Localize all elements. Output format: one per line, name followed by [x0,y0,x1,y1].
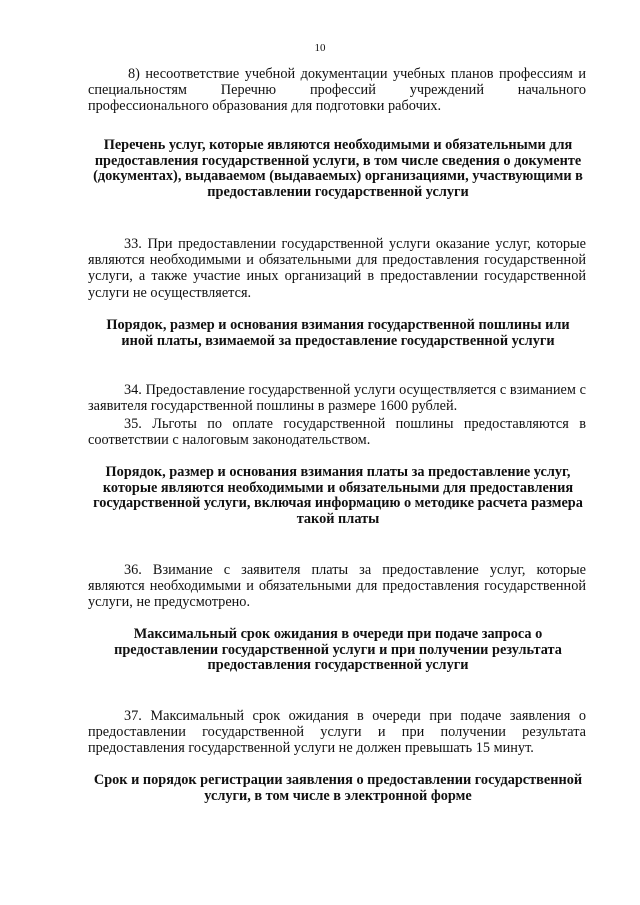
paragraph-item-37: 37. Максимальный срок ожидания в очереди при подаче заявления о предоставлении государственной услуги и при получении результата предоставления государственной услуги не должен превышать 15 минут. [88,708,586,757]
section-heading-fee-services: Порядок, размер и основания взимания платы за предоставление услуг, которые являются необходимыми и обязательными для предоставления государственной услуги, включая информацию о методике расчета размера такой платы [93,464,583,528]
section-heading-registration: Срок и порядок регистрации заявления о предоставлении государственной услуги, в том числе в электронной форме [93,772,583,804]
page-number: 10 [314,42,326,54]
paragraph-item-8: 8) несоответствие учебной документации учебных планов профессиям и специальностям Перечню профессий учреждений начального профессионального образования для подготовки рабочих. [88,66,586,115]
section-heading-state-fee: Порядок, размер и основания взимания государственной пошлины или иной платы, взимаемой за предоставление государственной услуги [106,317,570,349]
section-heading-waiting-time: Максимальный срок ожидания в очереди при подаче запроса о предоставлении государственной услуги и при получении результата предоставления государственной услуги [114,626,562,674]
paragraph-item-34: 34. Предоставление государственной услуги осуществляется с взиманием с заявителя государственной пошлины в размере 1600 рублей. [88,382,586,415]
paragraph-item-33: 33. При предоставлении государственной услуги оказание услуг, которые являются необходимыми и обязательными для предоставления государственной услуги, а также участие иных организаций в предоставлении государственной услуги не осуществляется. [88,236,586,301]
paragraph-item-36: 36. Взимание с заявителя платы за предоставление услуг, которые являются необходимыми и обязательными для предоставления государственной услуги, не предусмотрено. [88,562,586,611]
section-heading-services-list: Перечень услуг, которые являются необходимыми и обязательными для предоставления государственной услуги, в том числе сведения о документе (документах), выдаваемом (выдаваемых) организациями, участвующими в предоставлении государственной услуги [93,137,583,201]
paragraph-item-35: 35. Льготы по оплате государственной пошлины предоставляются в соответствии с налоговым законодательством. [88,416,586,449]
